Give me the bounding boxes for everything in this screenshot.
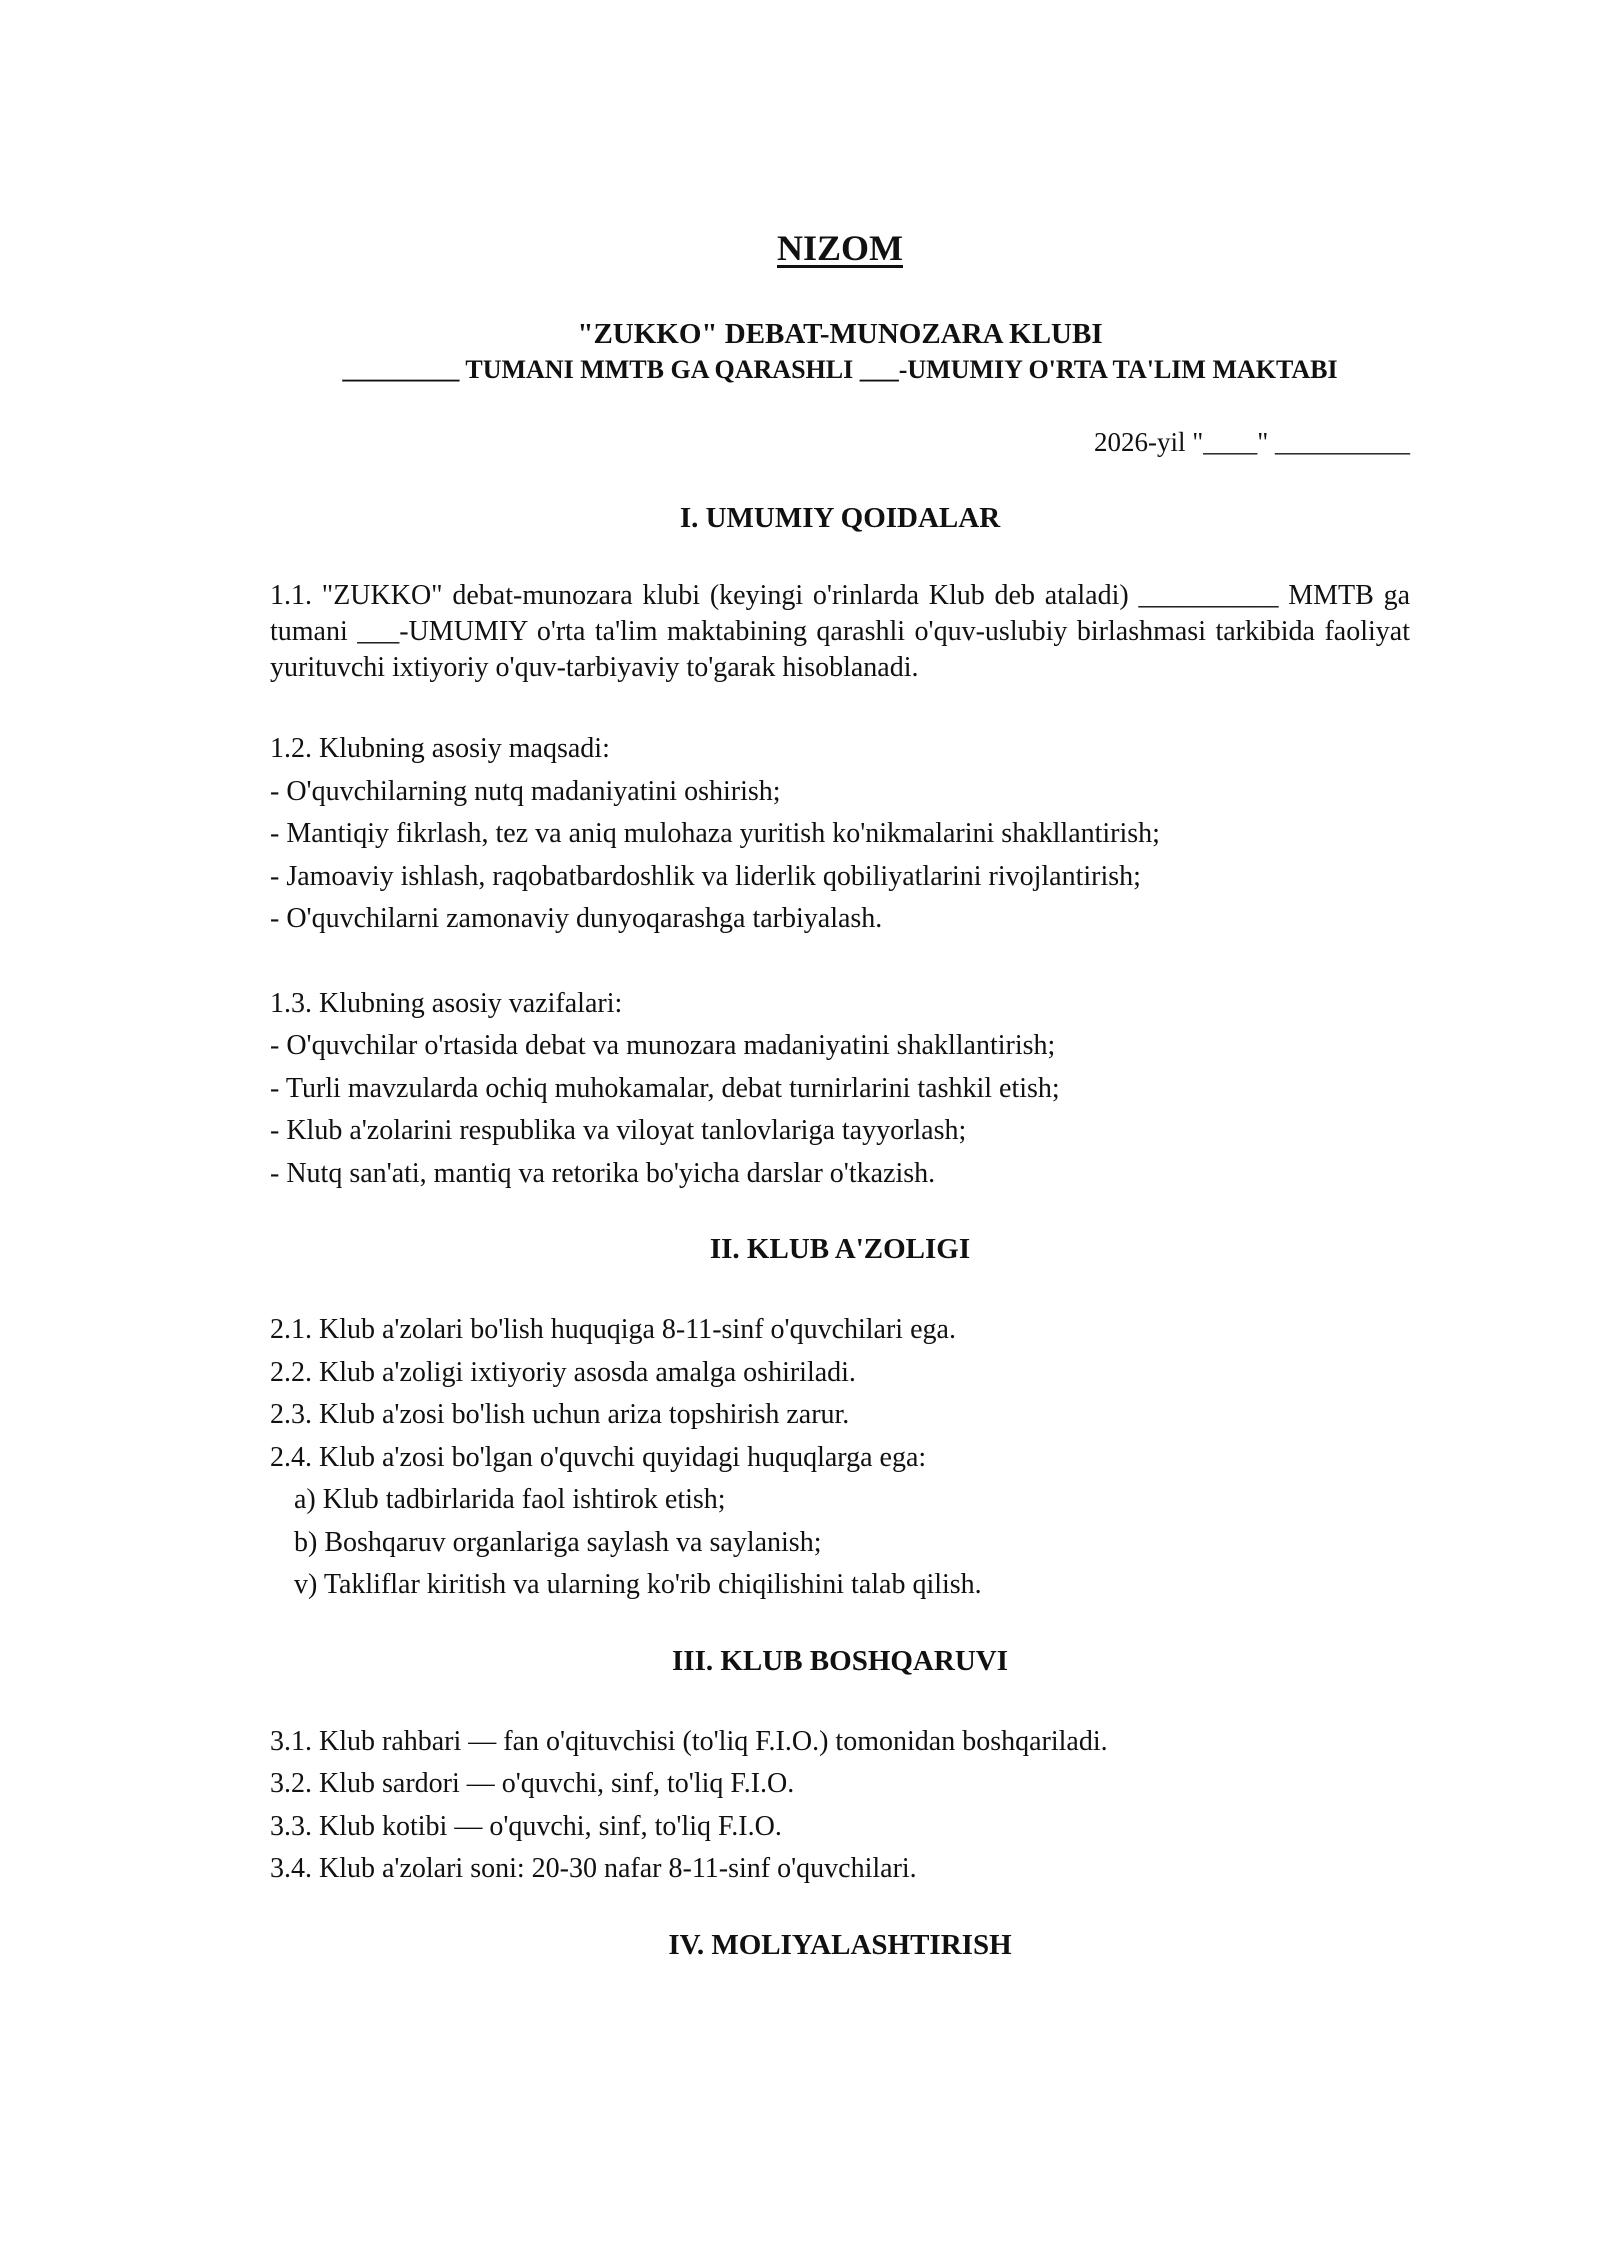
document-page xyxy=(270,225,1410,2005)
membership-list xyxy=(270,1309,1410,1607)
list-item: 2.4. Klub a'zosi bo'lgan o'quvchi quyidagi huquqlarga ega: xyxy=(270,1441,927,1473)
section-heading-1: I. UMUMIY QOIDALAR xyxy=(679,502,1001,534)
section-heading-4: IV. MOLIYALASHTIRISH xyxy=(668,1928,1012,1961)
sub-list-item: a) Klub tadbirlarida faol ishtirok etish; xyxy=(294,1484,726,1515)
list-item: - Klub a'zolarini respublika va viloyat tanlovlariga tayyorlash; xyxy=(270,1115,967,1146)
list-item: 3.1. Klub rahbari — fan o'qituvchisi (to'liq F.I.O.) tomonidan boshqariladi. xyxy=(270,1725,1108,1757)
section-heading-3: III. KLUB BOSHQARUVI xyxy=(672,1644,1008,1677)
list-item: 1.2. Klubning asosiy maqsadi: xyxy=(270,733,610,764)
paragraph-text: 1.1. "ZUKKO" debat-munozara klubi (keyingi o'rinlarda Klub deb ataladi) __________ MMTB ga tumani ___-UMUMIY o'rta ta'lim maktabining qarashli o'quv-uslubiy birlashmasi tarkibida faoliyat yurituvchi ixtiyoriy o'quv-tarbiyaviy to'garak hisoblanadi. xyxy=(270,580,1410,683)
list-item: - Turli mavzularda ochiq muhokamalar, debat turnirlarini tashkil etish; xyxy=(270,1072,1060,1104)
list-item: 2.3. Klub a'zosi bo'lish uchun ariza topshirish zarur. xyxy=(270,1399,850,1430)
sub-list-item: v) Takliflar kiritish va ularning ko'rib chiqilishini talab qilish. xyxy=(294,1569,982,1600)
sub-list-item: b) Boshqaruv organlariga saylash va saylanish; xyxy=(294,1526,822,1558)
list-item: - Mantiqiy fikrlash, tez va aniq mulohaza yuritish ko'nikmalarini shakllantirish; xyxy=(270,818,1160,849)
list-item: 1.3. Klubning asosiy vazifalari: xyxy=(270,987,623,1019)
list-item: - O'quvchilarni zamonaviy dunyoqarashga tarbiyalash. xyxy=(270,903,883,934)
list-item: 3.2. Klub sardori — o'quvchi, sinf, to'liq F.I.O. xyxy=(270,1768,795,1799)
document-title: NIZOM xyxy=(777,228,903,268)
section-heading-2: II. KLUB A'ZOLIGI xyxy=(709,1233,971,1265)
list-item: 2.1. Klub a'zolari bo'lish huquqiga 8-11-sinf o'quvchilari ega. xyxy=(270,1314,956,1345)
list-item: - Nutq san'ati, mantiq va retorika bo'yicha darslar o'tkazish. xyxy=(270,1157,936,1189)
list-item: 3.4. Klub a'zolari soni: 20-30 nafar 8-11-sinf o'quvchilari. xyxy=(270,1853,917,1884)
management-list xyxy=(270,1721,1410,1891)
date-line: 2026-yil "____" __________ xyxy=(1093,427,1410,457)
school-line: _________ TUMANI MMTB GA QARASHLI ___-UMUMIY O'RTA TA'LIM MAKTABI xyxy=(342,355,1338,384)
list-item: 2.2. Klub a'zoligi ixtiyoriy asosda amalga oshiriladi. xyxy=(270,1356,856,1388)
list-item: - O'quvchilarning nutq madaniyatini oshirish; xyxy=(270,775,781,807)
list-item: 3.3. Klub kotibi — o'quvchi, sinf, to'liq F.I.O. xyxy=(270,1810,782,1842)
list-item: - Jamoaviy ishlash, raqobatbardoshlik va liderlik qobiliyatlarini rivojlantirish; xyxy=(270,860,1141,892)
paragraph-1-3 xyxy=(270,983,1410,1196)
club-name: "ZUKKO" DEBAT-MUNOZARA KLUBI xyxy=(577,318,1103,350)
paragraph-1-2 xyxy=(270,728,1410,941)
paragraph-1-1 xyxy=(270,578,1410,686)
list-item: - O'quvchilar o'rtasida debat va munozara madaniyatini shakllantirish; xyxy=(270,1030,1056,1061)
